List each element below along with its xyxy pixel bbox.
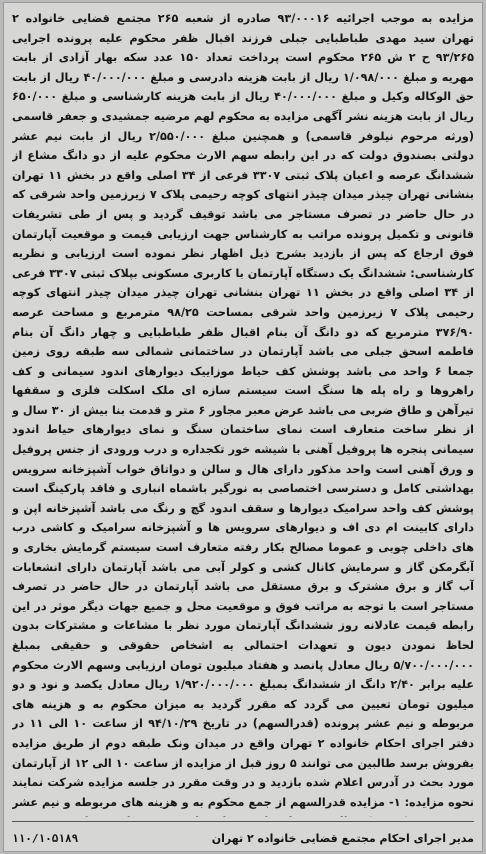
notice-footer [12, 827, 474, 849]
footer-divider [12, 821, 474, 822]
auction-notice-body: مزایده به موجب اجرائیه ۹۳/۰۰۰۱۶ صادره از شعبه ۲۶۵ مجتمع قضایی خانواده ۲ تهران سید مهدی طباطبایی جبلی فرزند اقبال ظفر محکوم علیه پرونده اجرایی ۹۳/۲۶۵ ح ۲ ش ۲۶۵ محکوم است پرداخت تعداد ۱۵۰ عدد سکه بهار آزادی از بابت مهریه و مبلغ ۱/۰۹۸/۰۰۰ ریال از بابت هزینه دادرسی و مبلغ ۴۰/۰۰۰/۰۰۰ ریال از بابت حق الوکاله وکیل و مبلغ ۴۰/۰۰۰/۰۰۰ ریال از بابت هزینه کارشناسی و مبلغ ۶۵۰/۰۰۰ ریال از بابت هزینه نشر آگهی مزایده به محکوم لهم مرضیه جمشیدی و جعفر قاسمی (ورثه مرحوم نیلوفر قاسمی) و همچنین مبلغ ۲/۵۵۰/۰۰۰ ریال از بابت نیم عشر دولتی بصندوق دولت که در این رابطه سهم الارث محکوم علیه از دو دانگ مشاع از ششدانگ عرصه و اعیان پلاک ثبتی ۳۳۰۷ فرعی از ۳۴ اصلی واقع در بخش ۱۱ تهران بنشانی تهران چیذر میدان چیذر انتهای کوچه رحیمی پلاک ۷ زیرزمین واحد شرقی که در حال حاضر در تصرف مستاجر می باشد توقیف گردید و پس از طی تشریفات قانونی و تکمیل پرونده مراتب به کارشناس جهت ارزیابی قیمت و موقعیت آپارتمان فوق ارجاع که پس از بازدید بشرح ذیل اظهار نظر نموده است ارزیابی و نظریه کارشناسی: ششدانگ یک دستگاه آپارتمان با کاربری مسکونی بپلاک ثبتی ۳۳۰۷ فرعی از ۳۴ اصلی واقع در بخش ۱۱ تهران بنشانی تهران چیذر میدان چیذر انتهای کوچه رحیمی پلاک ۷ زیرزمین واحد شرقی بمساحت ۹۸/۲۵ مترمربع و مساحت عرصه ۳۷۶/۹۰ مترمربع که دو دانگ آن بنام اقبال ظفر طباطبایی و چهار دانگ آن بنام فاطمه اسحق جبلی می باشد آپارتمان در ساختمانی شمالی سه طبقه روی زمین جمعا ۶ واحد می باشد پوشش کف حیاط موزاییک دیوارهای اندود سیمانی و کف راهروها و راه پله ها سنگ است سیستم سازه ای ملک اسکلت فلزی و سقفها تیرآهن و طاق ضربی می باشد عرض معبر مجاور ۶ متر و قدمت بنا بیش از ۳۰ سال و از نظر ساخت متعارف است نمای ساختمان سنگ و نمای دیوارهای حیاط اندود سیمانی پنجره ها پروفیل آهنی با شیشه خور تکجداره و درب ورودی از جنس پروفیل و ورق آهنی است واحد مذکور دارای هال و سالن و دواتاق خواب آشپزخانه سرویس بهداشتی کامل و دسترسی اختصاصی به نورگیر باشماه انباری و فاقد پارکینگ است پوشش کف واحد سرامیک دیوارها و سقف اندود گچ و رنگ می باشد آشپزخانه اپن و دارای کابینت ام دی اف و دیوارهای سرویس ها و آشپزخانه سرامیک و کاشی درب های داخلی چوبی و عموما مصالح بکار رفته متعارف است سیستم گرمایش بخاری و آبگرمکن گاز و سرمایش کانال کشی و کولر آبی می باشد آپارتمان دارای انشعابات آب گاز و برق مشترک و برق مستقل می باشد آپارتمان در حال حاضر در تصرف مستاجر است با توجه به مراتب فوق و موقعیت محل و جمیع جهات دیگر موثر در این رابطه قیمت عادلانه روز ششدانگ آپارتمان مورد نظر با مشاعات و مشترکات بدون لحاظ نمودن دیون و تعهدات احتمالی به اشخاص حقوقی و حقیقی بمبلغ ۵/۷۰۰/۰۰۰/۰۰۰ ریال معادل پانصد و هفتاد میلیون تومان ارزیابی وسهم الارث محکوم علیه برابر ۲/۴۰ دانگ از ششدانگ بمبلغ ۱/۹۲۰/۰۰۰/۰۰۰ ریال معادل یکصد و نود و دو میلیون تومان تعیین می گردد که مقرر گردید به میزان محکوم به و هزینه های مربوطه و نیم عشر پرونده (قدرالسهم) در تاریخ ۹۴/۱۰/۲۹ از ساعت ۱۰ الی ۱۱ در دفتر اجرای احکام خانواده ۲ تهران واقع در میدان ونک طبقه دوم از طریق مزایده بفروش برسد طالبین می توانند ۵ روز قبل از مزایده از ساعت ۱۰ الی ۱۲ از آپارتمان مورد بحث در آدرس اعلام شده بازدید و در وقت مقرر در جلسه مزایده شرکت نمایند نحوه مزایده: ۱- مزایده قدرالسهم از جمع محکوم به و هزینه های مربوطه و نیم عشر [12, 12, 474, 809]
notice-paper [3, 2, 483, 852]
issuer-signature: مدیر اجرای احکام مجتمع قضایی خانواده ۲ تهران [211, 831, 474, 845]
notice-code: ۱۱۰/۱۰۵۱۸۹ [12, 831, 79, 845]
